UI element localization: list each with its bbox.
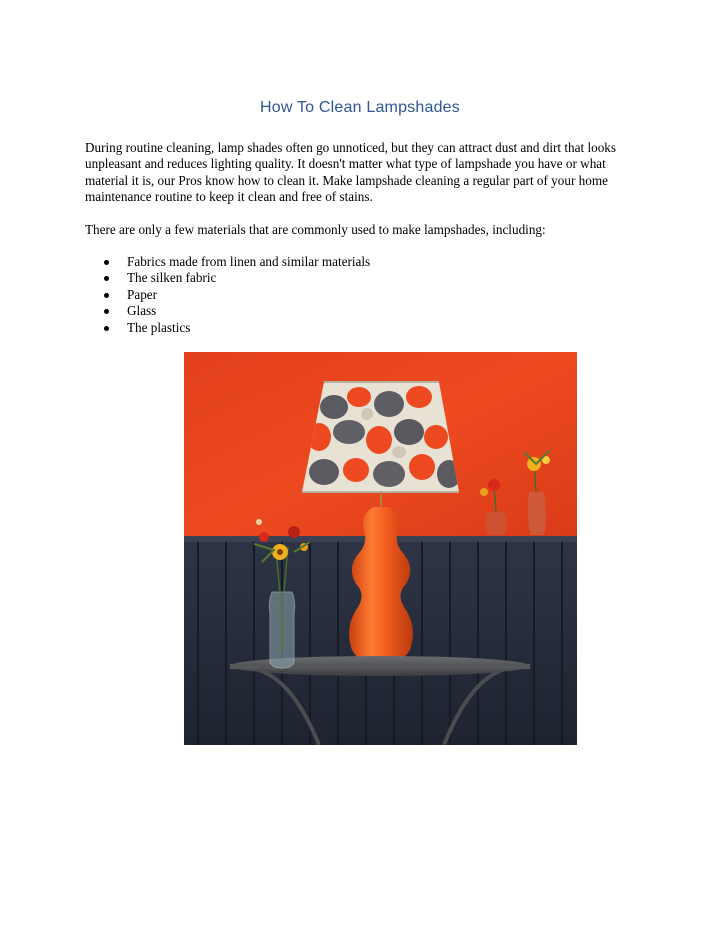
- list-item: [85, 320, 370, 336]
- bullet-icon: [104, 326, 109, 331]
- materials-intro-paragraph: There are only a few materials that are commonly used to make lampshades, including:: [85, 222, 546, 237]
- list-item-text: Glass: [127, 303, 157, 319]
- list-item: [85, 254, 370, 270]
- list-item-text: Paper: [127, 286, 158, 302]
- lampshade: [302, 382, 461, 492]
- intro-paragraph: During routine cleaning, lamp shades often go unnoticed, but they can attract dust and dirt that looks unpleasant and reduces lighting quality. It doesn't matter what type of lampshade you have or what material it is, our Pros know how to clean it. Make lampshade cleaning a regular part of your home maintenance routine to keep it clean and free of stains.: [85, 140, 617, 205]
- bullet-icon: [104, 293, 109, 298]
- document-title: How To Clean Lampshades: [260, 99, 460, 116]
- bullet-icon: [104, 260, 109, 265]
- lamp-photo: [184, 352, 577, 745]
- list-item: [85, 287, 370, 303]
- bullet-icon: [104, 309, 109, 314]
- materials-list: [85, 254, 370, 336]
- list-item-text: The silken fabric: [127, 270, 217, 286]
- list-item-text: Fabrics made from linen and similar materials: [127, 254, 371, 269]
- list-item: [85, 303, 370, 319]
- bullet-icon: [104, 276, 109, 281]
- list-item-text: The plastics: [127, 319, 191, 335]
- list-item: [85, 270, 370, 286]
- lamp-photo-illustration: [184, 352, 577, 745]
